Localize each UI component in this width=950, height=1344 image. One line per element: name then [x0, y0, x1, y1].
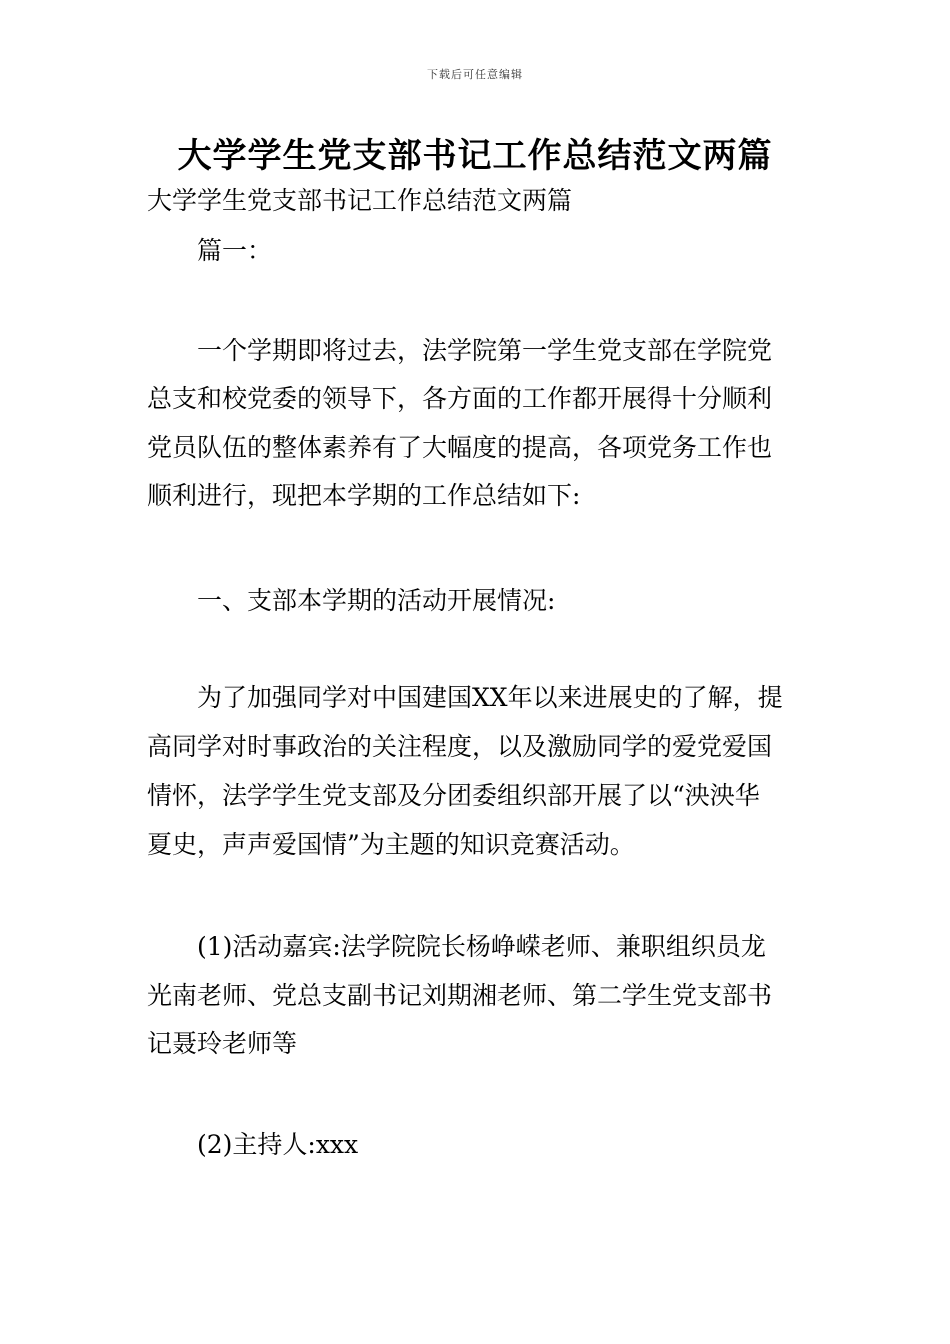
paragraph-line: 记聂玲老师等	[147, 1029, 298, 1058]
paragraph-line: 一个学期即将过去，法学院第一学生党支部在学院党	[197, 336, 773, 365]
paragraph-line: 总支和校党委的领导下，各方面的工作都开展得十分顺利	[147, 384, 773, 413]
paragraph-line: 夏史，声声爱国情”为主题的知识竞赛活动。	[147, 830, 635, 859]
document-subtitle: 大学学生党支部书记工作总结范文两篇	[147, 186, 573, 215]
paragraph-line: 情怀，法学学生党支部及分团委组织部开展了以“泱泱华	[147, 781, 760, 810]
document-title: 大学学生党支部书记工作总结范文两篇	[177, 136, 773, 176]
part-label: 篇一：	[197, 236, 273, 265]
paragraph-line: (1)活动嘉宾:法学院院长杨峥嵘老师、兼职组织员龙	[197, 932, 766, 961]
paragraph-line: 高同学对时事政治的关注程度，以及激励同学的爱党爱国	[147, 732, 773, 761]
paragraph-line: 光南老师、党总支副书记刘期湘老师、第二学生党支部书	[147, 981, 773, 1010]
header-note: 下载后可任意编辑	[427, 68, 523, 81]
paragraph-line: 顺利进行，现把本学期的工作总结如下:	[147, 481, 581, 510]
paragraph-line: 为了加强同学对中国建国XX年以来进展史的了解，提	[197, 683, 783, 712]
paragraph-line: 一、支部本学期的活动开展情况:	[197, 586, 556, 615]
paragraph-line: 党员队伍的整体素养有了大幅度的提高，各项党务工作也	[147, 433, 773, 462]
paragraph-line: (2)主持人:xxx	[197, 1130, 359, 1159]
